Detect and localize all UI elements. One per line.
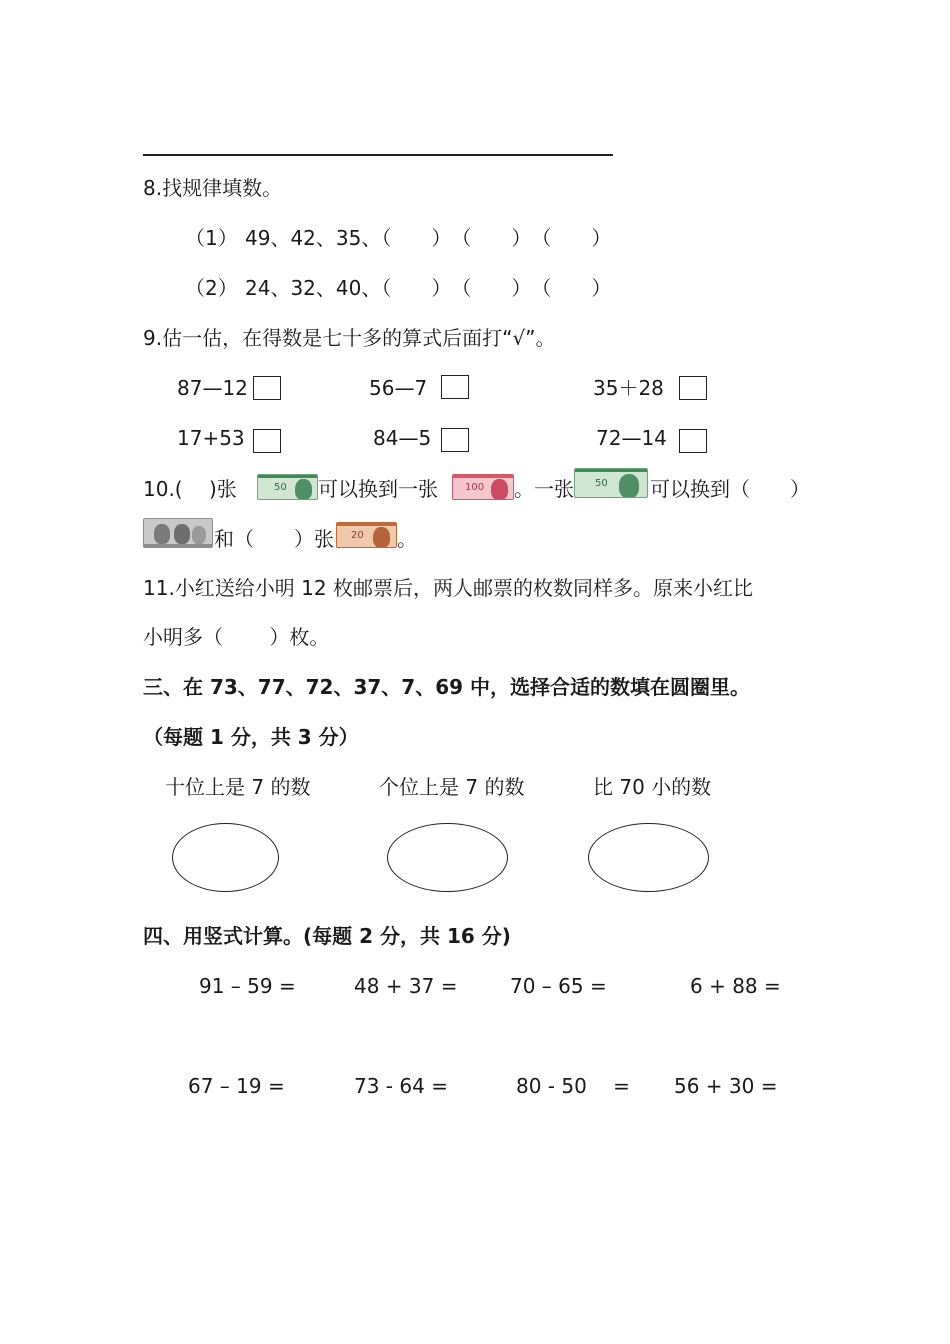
- answer-circle-tens-seven[interactable]: [172, 823, 279, 892]
- answer-circle-ones-seven[interactable]: [387, 823, 508, 892]
- fifty-yuan-note-image: 50: [257, 474, 318, 500]
- q8-title: 8.找规律填数。: [143, 176, 283, 200]
- circle-label-tens-seven: 十位上是 7 的数: [165, 775, 311, 799]
- q10-text-part5: 和（ ）张: [214, 527, 334, 551]
- calc-8: 56 + 30 =: [674, 1074, 778, 1098]
- calc-3: 70 – 65 =: [510, 974, 607, 998]
- q9-title: 9.估一估，在得数是七十多的算式后面打“√”。: [143, 326, 556, 350]
- calc-5: 67 – 19 =: [188, 1074, 285, 1098]
- q9-item-2: 56—7: [369, 376, 428, 400]
- q10-text-part3: 。一张: [514, 477, 574, 501]
- q9-item-4: 17+53: [177, 426, 245, 450]
- calc-2: 48 + 37 =: [354, 974, 458, 998]
- q10-text-part2: 可以换到一张: [318, 477, 438, 501]
- q8-row2-label: （2）: [185, 276, 238, 300]
- top-rule: [143, 154, 613, 156]
- answer-circle-less-than-seventy[interactable]: [588, 823, 709, 892]
- q9-item-5: 84—5: [373, 426, 432, 450]
- q10-text-part4: 可以换到（ ）: [650, 477, 810, 501]
- q10-text-part6: 。: [397, 527, 417, 551]
- calc-6: 73 - 64 =: [354, 1074, 448, 1098]
- circle-label-less-than-seventy: 比 70 小的数: [593, 775, 712, 799]
- calc-1: 91 – 59 =: [199, 974, 296, 998]
- fifty-yuan-note-image-2: 50: [574, 468, 648, 498]
- section3-title: 三、在 73、77、72、37、7、69 中，选择合适的数填在圆圈里。: [143, 675, 751, 699]
- q9-checkbox-3[interactable]: [679, 376, 707, 400]
- q9-item-1: 87—12: [177, 376, 248, 400]
- circle-label-ones-seven: 个位上是 7 的数: [379, 775, 525, 799]
- q8-row1-label: （1）: [185, 226, 238, 250]
- section3-subtitle: （每题 1 分，共 3 分）: [143, 725, 359, 749]
- q9-checkbox-2[interactable]: [441, 375, 469, 399]
- q11-line1: 11.小红送给小明 12 枚邮票后，两人邮票的枚数同样多。原来小红比: [143, 576, 753, 600]
- q10-text-part1: 10.( )张: [143, 477, 237, 501]
- q9-item-3: 35＋28: [593, 376, 664, 400]
- hundred-yuan-note-image: 100: [452, 474, 514, 500]
- ten-yuan-note-image: [143, 518, 213, 548]
- calc-4: 6 + 88 =: [690, 974, 781, 998]
- q8-row1-sequence: 49、42、35、（ ） （ ） （ ）: [245, 226, 612, 250]
- q8-row2-sequence: 24、32、40、（ ） （ ） （ ）: [245, 276, 612, 300]
- q9-item-6: 72—14: [596, 426, 667, 450]
- q9-checkbox-6[interactable]: [679, 429, 707, 453]
- twenty-yuan-note-image: 20: [336, 522, 397, 548]
- q11-line2: 小明多（ ）枚。: [143, 625, 330, 649]
- q9-checkbox-1[interactable]: [253, 376, 281, 400]
- section4-title: 四、用竖式计算。(每题 2 分，共 16 分): [143, 924, 511, 948]
- calc-7: 80 - 50 =: [516, 1074, 630, 1098]
- q9-checkbox-5[interactable]: [441, 428, 469, 452]
- q9-checkbox-4[interactable]: [253, 429, 281, 453]
